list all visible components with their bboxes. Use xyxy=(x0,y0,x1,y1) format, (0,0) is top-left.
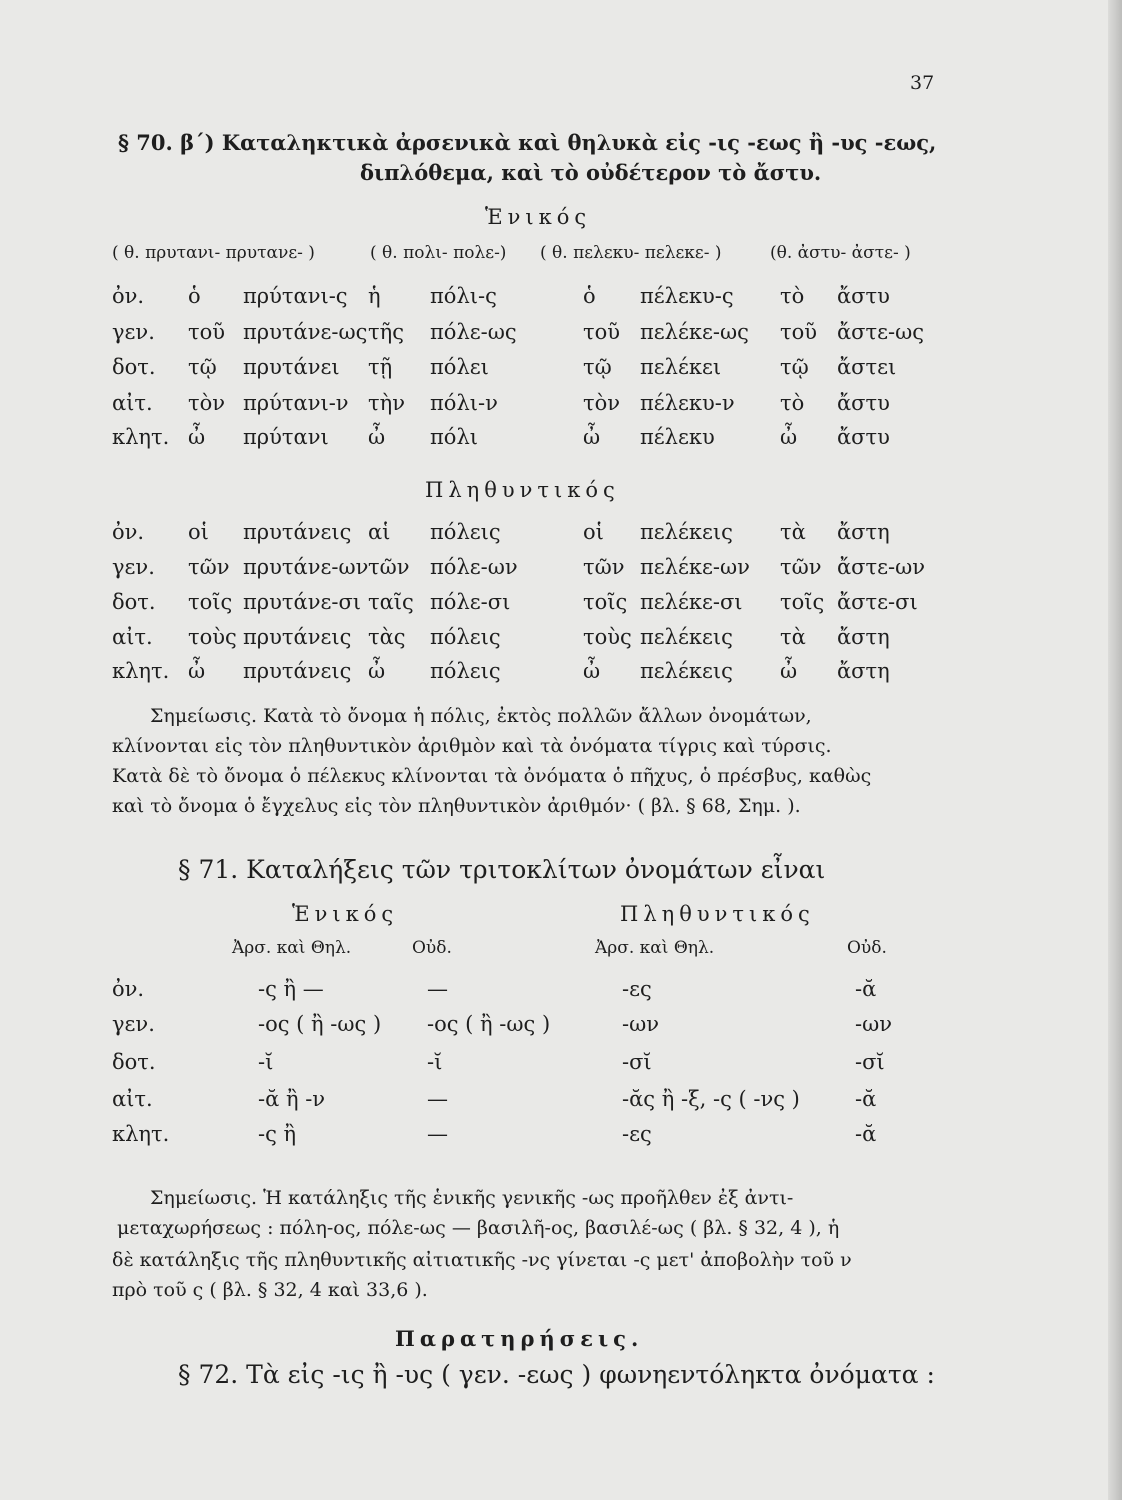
case-label: γεν. xyxy=(112,1012,155,1036)
declension-cell: πρυτάνει xyxy=(243,355,340,379)
declension-cell: πρυτάνε-ως xyxy=(243,320,368,344)
declension-cell: τὸ xyxy=(780,391,805,415)
declension-cell: πρυτάνεις xyxy=(243,625,352,649)
declension-cell: πελέκεις xyxy=(640,625,733,649)
note-line: κλίνονται εἰς τὸν πληθυντικὸν ἀριθμὸν καὶ τὰ ὀνόματα τίγρις καὶ τύρσις. xyxy=(112,735,832,757)
ending-cell: -ᾰ xyxy=(855,977,877,1001)
stem-label: ( θ. πελεκυ- πελεκε- ) xyxy=(540,243,722,263)
declension-cell: τὰ xyxy=(780,520,806,544)
ending-cell: -ᾰ xyxy=(855,1122,877,1146)
declension-cell: τῷ xyxy=(583,355,612,379)
declension-cell: πόλεις xyxy=(430,625,501,649)
declension-cell: ἄστη xyxy=(837,520,890,544)
declension-cell: πέλεκυ xyxy=(640,425,715,449)
stem-label: ( θ. πολι- πολε-) xyxy=(370,243,507,263)
declension-cell: ὦ xyxy=(188,425,206,449)
stem-label: (θ. ἀστυ- ἀστε- ) xyxy=(770,243,911,263)
declension-cell: τοῖς xyxy=(780,590,825,614)
declension-cell: τὸν xyxy=(583,391,621,415)
case-label: ὀν. xyxy=(112,977,145,1001)
declension-cell: τὸν xyxy=(188,391,226,415)
declension-cell: ἄστει xyxy=(837,355,897,379)
ending-cell: -ος ( ἢ -ως ) xyxy=(427,1012,551,1036)
declension-cell: τοῦ xyxy=(583,320,621,344)
declension-cell: ἄστυ xyxy=(837,425,890,449)
declension-cell: πόλι-ς xyxy=(430,284,497,308)
ending-cell: — xyxy=(427,977,448,1001)
case-label: δοτ. xyxy=(112,355,156,379)
declension-cell: οἱ xyxy=(583,520,604,544)
page-edge xyxy=(1108,0,1122,1500)
plural-heading: Πληθυντικός xyxy=(425,478,620,502)
declension-cell: ταῖς xyxy=(368,590,414,614)
declension-cell: τῶν xyxy=(368,555,410,579)
declension-cell: τῶν xyxy=(188,555,230,579)
case-label: ὀν. xyxy=(112,520,145,544)
declension-cell: ὦ xyxy=(368,425,386,449)
declension-cell: ἄστε-ως xyxy=(837,320,924,344)
ending-cell: -ς ἢ — xyxy=(258,977,324,1001)
section-70-title-line2: διπλόθεμα, καὶ τὸ οὐδέτερον τὸ ἄστυ. xyxy=(360,160,822,185)
declension-cell: πελέκε-ως xyxy=(640,320,749,344)
page-number: 37 xyxy=(910,72,935,94)
declension-cell: πελέκεις xyxy=(640,659,733,683)
section-72-title: § 72. Τὰ εἰς -ις ἢ -υς ( γεν. -εως ) φωνηεντόληκτα ὀνόματα : xyxy=(178,1360,935,1389)
section-71-title: § 71. Καταλήξεις τῶν τριτοκλίτων ὀνομάτων εἶναι xyxy=(178,855,826,884)
declension-cell: τὸ xyxy=(780,284,805,308)
ending-cell: -ες xyxy=(622,977,652,1001)
declension-cell: τοῦ xyxy=(188,320,226,344)
declension-cell: τῇ xyxy=(368,355,393,379)
declension-cell: τῷ xyxy=(780,355,809,379)
case-label: γεν. xyxy=(112,555,155,579)
declension-cell: πόλε-ων xyxy=(430,555,518,579)
declension-cell: οἱ xyxy=(188,520,209,544)
declension-cell: ἡ xyxy=(368,284,381,308)
declension-cell: πρυτάνε-σι xyxy=(243,590,362,614)
declension-cell: ὁ xyxy=(583,284,596,308)
declension-cell: τῶν xyxy=(583,555,625,579)
ending-cell: -ς ἢ xyxy=(258,1122,297,1146)
ending-cell: -σῐ xyxy=(855,1050,885,1074)
declension-cell: τὰ xyxy=(780,625,806,649)
declension-cell: τοῖς xyxy=(188,590,233,614)
declension-cell: ἄστε-σι xyxy=(837,590,918,614)
singular-heading: Ἑνικός xyxy=(485,205,592,229)
declension-cell: πόλεις xyxy=(430,520,501,544)
ending-cell: -ᾰ xyxy=(855,1087,877,1111)
declension-cell: πόλε-ως xyxy=(430,320,517,344)
note-line: δὲ κατάληξις τῆς πληθυντικῆς αἰτιατικῆς -νς γίνεται -ς μετ' ἀποβολὴν τοῦ ν xyxy=(112,1249,852,1271)
case-label: κλητ. xyxy=(112,1122,170,1146)
declension-cell: ὁ xyxy=(188,284,201,308)
ending-cell: -σῐ xyxy=(622,1050,652,1074)
note-line: Σημείωσις. Ἡ κατάληξις τῆς ἑνικῆς γενικῆς -ως προῆλθεν ἐξ ἀντι- xyxy=(150,1187,794,1209)
declension-cell: ὦ xyxy=(780,659,798,683)
declension-cell: τοὺς xyxy=(188,625,237,649)
declension-cell: πρύτανι-ν xyxy=(243,391,349,415)
declension-cell: ὦ xyxy=(583,659,601,683)
declension-cell: ἄστυ xyxy=(837,284,890,308)
declension-cell: πόλε-σι xyxy=(430,590,511,614)
case-label: ὀν. xyxy=(112,284,145,308)
stem-label: ( θ. πρυτανι- πρυτανε- ) xyxy=(112,243,315,263)
ending-cell: — xyxy=(427,1122,448,1146)
declension-cell: πελέκει xyxy=(640,355,722,379)
ending-cell: — xyxy=(427,1087,448,1111)
declension-cell: πρύτανι xyxy=(243,425,329,449)
endings-singular-heading: Ἑνικός xyxy=(292,902,399,926)
ending-cell: -ες xyxy=(622,1122,652,1146)
case-label: δοτ. xyxy=(112,1050,156,1074)
ending-cell: -ῐ xyxy=(427,1050,443,1074)
declension-cell: ἄστε-ων xyxy=(837,555,925,579)
declension-cell: τοῦ xyxy=(780,320,818,344)
declension-cell: πελέκε-σι xyxy=(640,590,743,614)
declension-cell: πόλι-ν xyxy=(430,391,498,415)
note-line: καὶ τὸ ὄνομα ὁ ἔγχελυς εἰς τὸν πληθυντικὸν ἀριθμόν· ( βλ. § 68, Σημ. ). xyxy=(112,795,801,817)
declension-cell: τὴν xyxy=(368,391,405,415)
declension-cell: ὦ xyxy=(780,425,798,449)
ending-cell: -ᾰ ἢ -ν xyxy=(258,1087,326,1111)
case-label: αἰτ. xyxy=(112,625,153,649)
declension-cell: ἄστη xyxy=(837,625,890,649)
column-subheader: Οὐδ. xyxy=(412,938,452,958)
declension-cell: πρυτάνεις xyxy=(243,659,352,683)
declension-cell: ἄστη xyxy=(837,659,890,683)
declension-cell: ἄστυ xyxy=(837,391,890,415)
declension-cell: πόλι xyxy=(430,425,478,449)
declension-cell: τοῖς xyxy=(583,590,628,614)
declension-cell: πρύτανι-ς xyxy=(243,284,348,308)
section-70-title-line1: § 70. β΄) Καταληκτικὰ ἀρσενικὰ καὶ θηλυκὰ εἰς -ις -εως ἢ -υς -εως, xyxy=(118,130,937,155)
column-subheader: Ἀρσ. καὶ Θηλ. xyxy=(232,938,352,958)
case-label: αἰτ. xyxy=(112,1087,153,1111)
declension-cell: ὦ xyxy=(188,659,206,683)
declension-cell: τῶν xyxy=(780,555,822,579)
declension-cell: τοὺς xyxy=(583,625,632,649)
case-label: γεν. xyxy=(112,320,155,344)
declension-cell: τῷ xyxy=(188,355,217,379)
ending-cell: -ῐ xyxy=(258,1050,274,1074)
ending-cell: -ων xyxy=(622,1012,659,1036)
declension-cell: ὦ xyxy=(583,425,601,449)
note-line: πρὸ τοῦ ς ( βλ. § 32, 4 καὶ 33,6 ). xyxy=(112,1279,428,1301)
declension-cell: τὰς xyxy=(368,625,406,649)
note-line: Σημείωσις. Κατὰ τὸ ὄνομα ἡ πόλις, ἐκτὸς πολλῶν ἄλλων ὀνομάτων, xyxy=(150,705,812,727)
observations-heading: Παρατηρήσεις. xyxy=(395,1326,644,1351)
declension-cell: πέλεκυ-ν xyxy=(640,391,735,415)
declension-cell: τῆς xyxy=(368,320,404,344)
declension-cell: πελέκεις xyxy=(640,520,733,544)
declension-cell: πόλει xyxy=(430,355,489,379)
declension-cell: πελέκε-ων xyxy=(640,555,750,579)
declension-cell: πρυτάνε-ων xyxy=(243,555,369,579)
declension-cell: αἱ xyxy=(368,520,391,544)
declension-cell: πέλεκυ-ς xyxy=(640,284,734,308)
note-line: Κατὰ δὲ τὸ ὄνομα ὁ πέλεκυς κλίνονται τὰ ὀνόματα ὁ πῆχυς, ὁ πρέσβυς, καθὼς xyxy=(112,765,872,787)
case-label: κλητ. xyxy=(112,659,170,683)
note-line: μεταχωρήσεως : πόλη-ος, πόλε-ως — βασιλῆ-ος, βασιλέ-ως ( βλ. § 32, 4 ), ἡ xyxy=(117,1217,840,1239)
case-label: κλητ. xyxy=(112,425,170,449)
case-label: δοτ. xyxy=(112,590,156,614)
ending-cell: -ᾰς ἢ -ξ, -ς ( -νς ) xyxy=(622,1087,800,1111)
endings-plural-heading: Πληθυντικός xyxy=(620,902,815,926)
ending-cell: -ων xyxy=(855,1012,892,1036)
column-subheader: Ἀρσ. καὶ Θηλ. xyxy=(595,938,715,958)
ending-cell: -ος ( ἢ -ως ) xyxy=(258,1012,382,1036)
declension-cell: πρυτάνεις xyxy=(243,520,352,544)
case-label: αἰτ. xyxy=(112,391,153,415)
column-subheader: Οὐδ. xyxy=(847,938,887,958)
declension-cell: πόλεις xyxy=(430,659,501,683)
declension-cell: ὦ xyxy=(368,659,386,683)
